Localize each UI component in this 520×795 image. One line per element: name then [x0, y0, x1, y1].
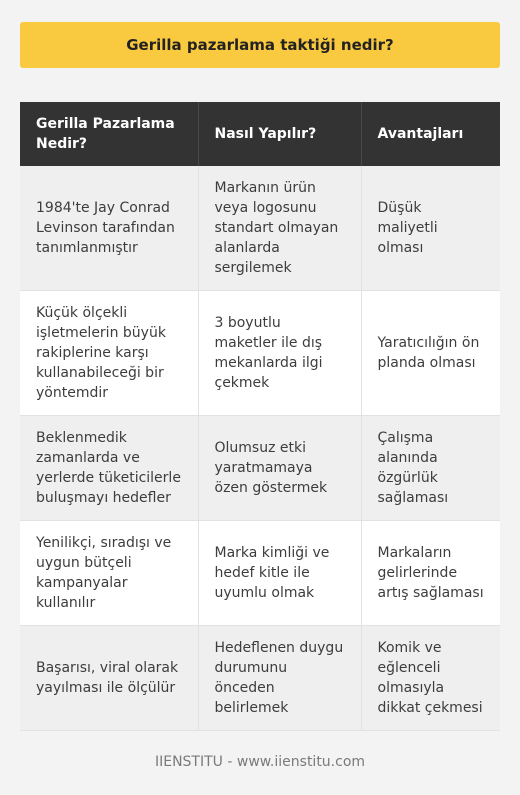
table-cell: Başarısı, viral olarak yayılması ile ölçülür [20, 626, 198, 731]
table-cell: Beklenmedik zamanlarda ve yerlerde tüketicilerle buluşmayı hedefler [20, 416, 198, 521]
table-cell: Komik ve eğlenceli olmasıyla dikkat çekmesi [361, 626, 500, 731]
table-cell: Yaratıcılığın ön planda olması [361, 291, 500, 416]
table-cell: Hedeflenen duygu durumunu önceden belirlemek [198, 626, 361, 731]
table-cell: Markaların gelirlerinde artış sağlaması [361, 521, 500, 626]
table-cell: Markanın ürün veya logosunu standart olmayan alanlarda sergilemek [198, 166, 361, 291]
table-cell: Yenilikçi, sıradışı ve uygun bütçeli kampanyalar kullanılır [20, 521, 198, 626]
table-row [20, 416, 500, 521]
table-header-row [20, 102, 500, 166]
table-row [20, 166, 500, 291]
page-title: Gerilla pazarlama taktiği nedir? [126, 36, 394, 54]
table-row [20, 521, 500, 626]
table-cell: 1984'te Jay Conrad Levinson tarafından tanımlanmıştır [20, 166, 198, 291]
table-cell: Olumsuz etki yaratmamaya özen göstermek [198, 416, 361, 521]
table-cell: 3 boyutlu maketler ile dış mekanlarda ilgi çekmek [198, 291, 361, 416]
column-header-method: Nasıl Yapılır? [198, 102, 361, 166]
column-header-advantages: Avantajları [361, 102, 500, 166]
table-cell: Marka kimliği ve hedef kitle ile uyumlu olmak [198, 521, 361, 626]
table-row [20, 626, 500, 731]
column-header-definition: Gerilla Pazarlama Nedir? [20, 102, 198, 166]
comparison-table [20, 102, 500, 731]
table-cell: Çalışma alanında özgürlük sağlaması [361, 416, 500, 521]
table-cell: Küçük ölçekli işletmelerin büyük rakiplerine karşı kullanabileceği bir yöntemdir [20, 291, 198, 416]
title-banner [20, 22, 500, 68]
table-row [20, 291, 500, 416]
footer-credit: IIENSTITU - www.iienstitu.com [154, 754, 366, 770]
table-cell: Düşük maliyetli olması [361, 166, 500, 291]
